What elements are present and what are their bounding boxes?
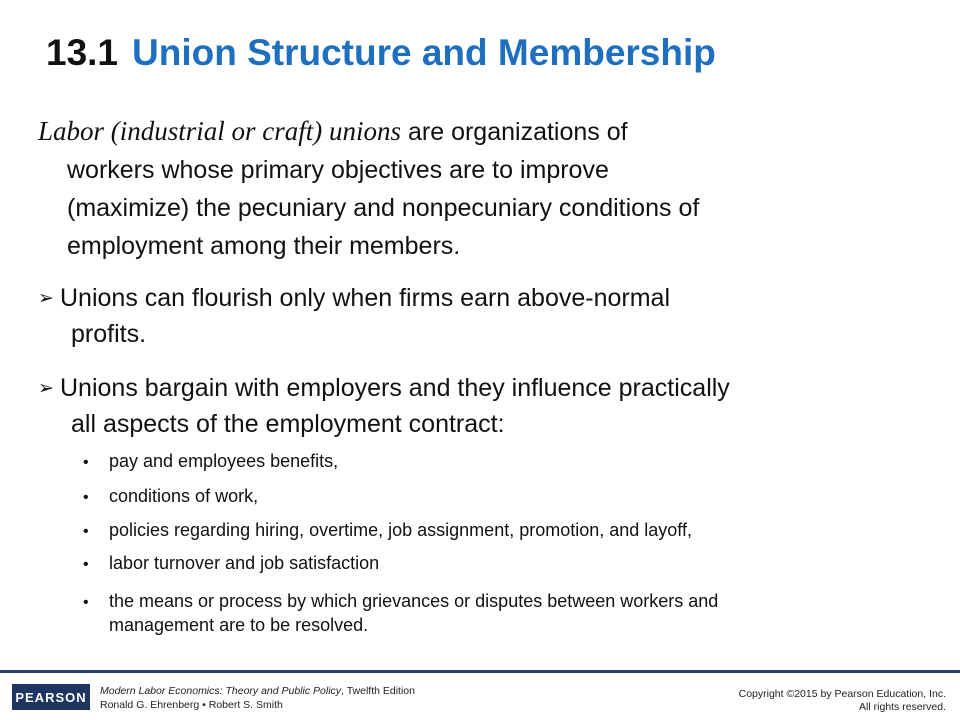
footer-book-info [100,684,415,712]
footer-copyright [739,688,946,714]
sub-item-2 [83,485,258,509]
sub-item-text: labor turnover and job satisfaction [109,553,380,573]
sub-item-text: the means or process by which grievances or disputes between workers and [109,591,719,611]
sub-item-text: conditions of work, [109,486,259,506]
bullet-2-line-1: Unions bargain with employers and they influence practically [60,374,730,402]
definition-paragraph [38,112,938,265]
sub-item-1 [83,450,338,474]
arrow-bullet-icon: ➢ [38,377,54,399]
definition-line-1 [38,112,938,151]
bullet-1 [38,280,938,352]
sub-item-text: pay and employees benefits, [109,451,339,471]
book-title: Modern Labor Economics: Theory and Public Policy [100,685,342,697]
copyright-text: Copyright ©2015 by Pearson Education, Inc. [738,688,946,700]
dot-bullet-icon: • [83,489,89,506]
sub-item-continuation: management are to be resolved. [109,615,369,635]
pearson-logo: PEARSON [12,684,90,710]
book-edition: , Twelfth Edition [341,685,415,697]
arrow-bullet-icon: ➢ [38,287,54,309]
term-part-2: industrial or craft [119,116,314,146]
title-text: Union Structure and Membership [132,32,716,73]
book-authors: Ronald G. Ehrenberg • Robert S. Smith [100,699,283,711]
sub-item-4 [83,552,379,576]
definition-line-4: employment among their members. [67,232,461,260]
bullet-2-line-2: all aspects of the employment contract: [71,410,505,438]
bullet-1-line-1: Unions can flourish only when firms earn above-normal [60,284,671,312]
bullet-2 [38,370,938,442]
slide-title [46,32,716,74]
dot-bullet-icon: • [83,454,89,471]
dot-bullet-icon: • [83,556,89,573]
term-part-3: ) unions [313,116,402,146]
definition-line-3: (maximize) the pecuniary and nonpecuniary conditions of [67,194,700,222]
sub-item-3 [83,519,692,543]
bullet-1-line-2: profits. [71,320,147,348]
footer-divider [0,670,960,673]
dot-bullet-icon: • [83,594,89,611]
sub-item-5 [83,590,718,636]
dot-bullet-icon: • [83,523,89,540]
term-part-1: Labor ( [38,116,120,146]
definition-line-2: workers whose primary objectives are to improve [67,156,609,184]
sub-item-text: policies regarding hiring, overtime, job assignment, promotion, and layoff, [109,520,692,540]
section-number: 13.1 [46,32,119,73]
definition-line-1-rest: are organizations of [401,118,628,146]
rights-text: All rights reserved. [859,701,946,713]
